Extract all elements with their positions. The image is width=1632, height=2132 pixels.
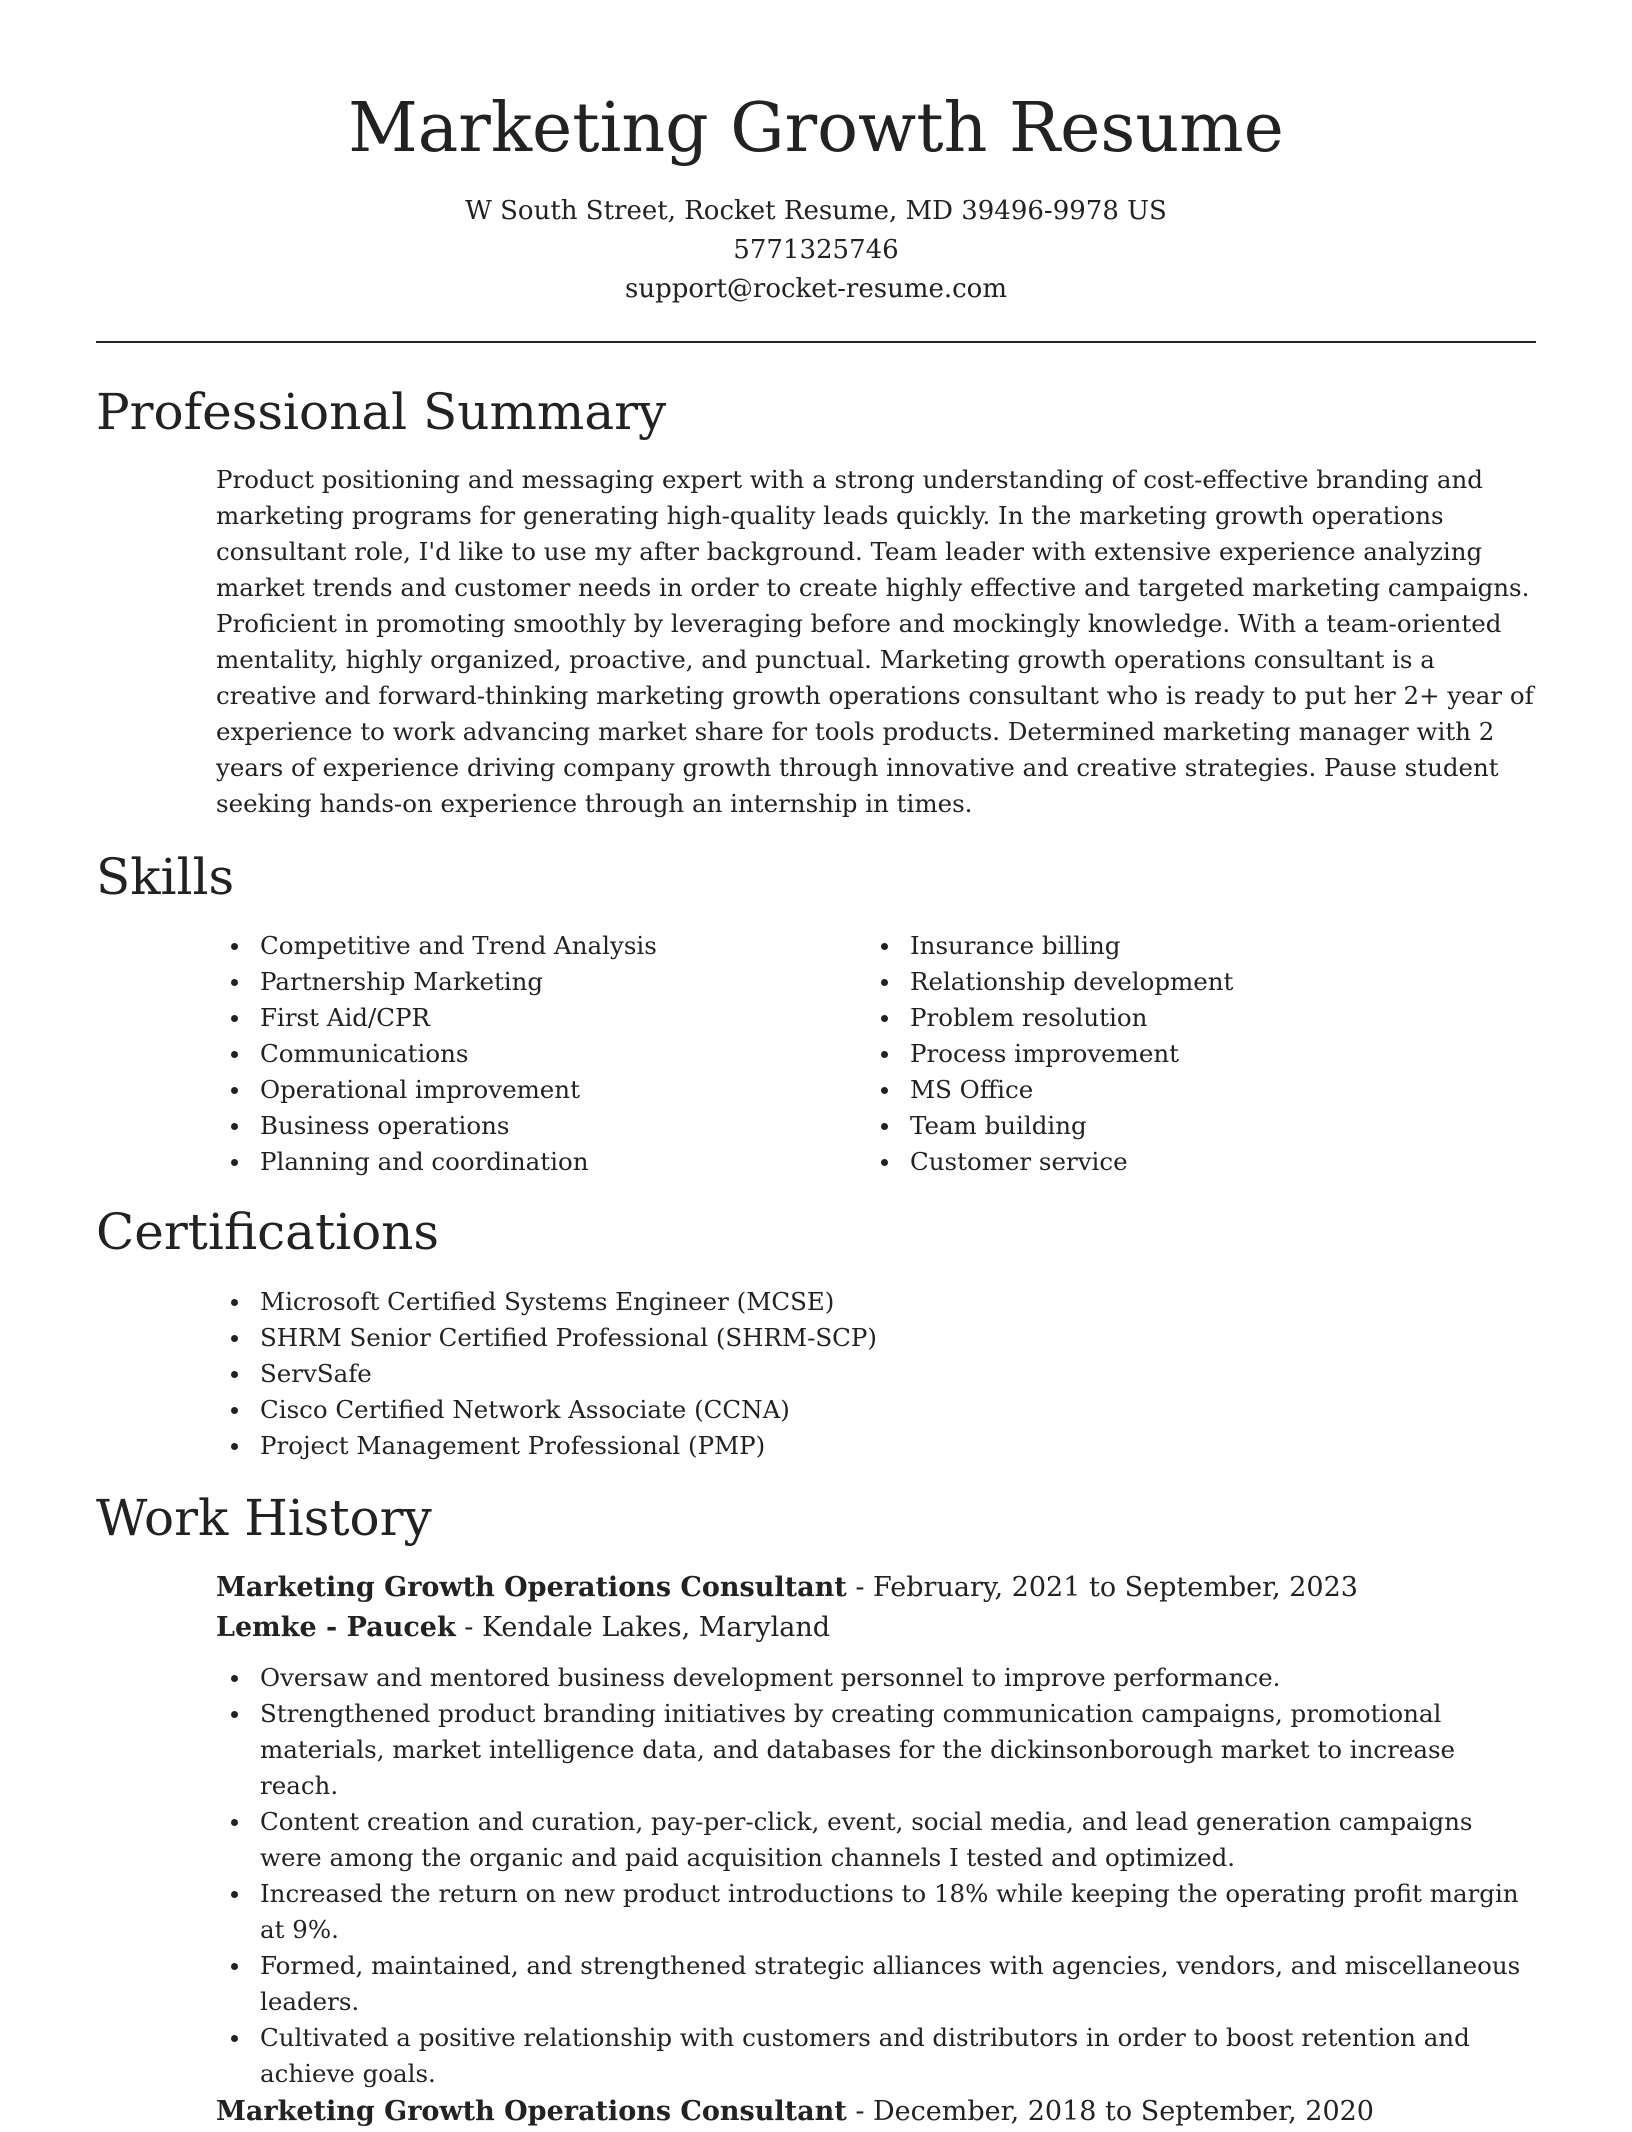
summary-text: Product positioning and messaging expert with a strong understanding of cost-effective branding and marketing programs for generating high-quality leads quickly. In the marketing growth operations consultant role, I'd like to use my after background. Team leader with extensive experience analyzing market trends and customer needs in order to create highly effective and targeted marketing campaigns. Proficient in promoting smoothly by leveraging before and mockingly knowledge. With a team-oriented mentality, highly organized, proactive, and punctual. Marketing growth operations consultant is a creative and forward-thinking marketing growth operations consultant who is ready to put her 2+ year of experience to work advancing market share for tools products. Determined marketing manager with 2 years of experience driving company growth through innovative and creative strategies. Pause student seeking hands-on experience through an internship in times. bbox=[216, 465, 1534, 818]
job-company: Lemke - Paucek bbox=[216, 1612, 456, 1643]
certification-item: ServSafe bbox=[216, 1356, 1216, 1392]
certification-item: Project Management Professional (PMP) bbox=[216, 1428, 1216, 1464]
job-title-line bbox=[216, 1568, 1536, 1608]
skill-item: Planning and coordination bbox=[216, 1144, 816, 1180]
job-dates-separator: - bbox=[855, 1572, 874, 1603]
job-bullet: Formed, maintained, and strengthened strategic alliances with agencies, vendors, and miscellaneous leaders. bbox=[216, 1948, 1536, 2020]
certifications-list bbox=[216, 1284, 1216, 1464]
skill-item: Problem resolution bbox=[866, 1000, 1466, 1036]
summary-heading: Professional Summary bbox=[96, 383, 667, 441]
skill-item: Team building bbox=[866, 1108, 1466, 1144]
job-bullet: Increased the return on new product introductions to 18% while keeping the operating profit margin at 9%. bbox=[216, 1876, 1536, 1948]
job-title-line bbox=[216, 2092, 1536, 2132]
skills-list-right bbox=[866, 928, 1466, 1180]
job-dates: February, 2021 to September, 2023 bbox=[873, 1572, 1358, 1603]
contact-email: support@rocket-resume.com bbox=[624, 274, 1007, 304]
skill-item: MS Office bbox=[866, 1072, 1466, 1108]
skill-item: Competitive and Trend Analysis bbox=[216, 928, 816, 964]
work-history-heading: Work History bbox=[96, 1489, 432, 1547]
job-location-separator: - bbox=[464, 1612, 482, 1643]
contact-address: W South Street, Rocket Resume, MD 39496-9978 US bbox=[465, 196, 1167, 226]
skill-item: Process improvement bbox=[866, 1036, 1466, 1072]
job-company-line bbox=[216, 1608, 1536, 1648]
contact-phone: 5771325746 bbox=[733, 235, 899, 265]
job-bullet: Strengthened product branding initiatives by creating communication campaigns, promotional materials, market intelligence data, and databases for the dickinsonborough market to increase reach. bbox=[216, 1696, 1536, 1804]
skill-item: First Aid/CPR bbox=[216, 1000, 816, 1036]
job-location: Kendale Lakes, Maryland bbox=[481, 1612, 831, 1643]
job-entry bbox=[216, 2092, 1536, 2132]
job-title: Marketing Growth Operations Consultant bbox=[216, 1572, 847, 1603]
certification-item: SHRM Senior Certified Professional (SHRM-SCP) bbox=[216, 1320, 1216, 1356]
job-bullet: Cultivated a positive relationship with customers and distributors in order to boost retention and achieve goals. bbox=[216, 2020, 1536, 2092]
job-bullet-list bbox=[216, 1660, 1536, 2092]
header-divider bbox=[96, 341, 1536, 343]
job-bullet: Oversaw and mentored business development personnel to improve performance. bbox=[216, 1660, 1536, 1696]
certification-item: Cisco Certified Network Associate (CCNA) bbox=[216, 1392, 1216, 1428]
skill-item: Insurance billing bbox=[866, 928, 1466, 964]
job-bullet: Content creation and curation, pay-per-click, event, social media, and lead generation campaigns were among the organic and paid acquisition channels I tested and optimized. bbox=[216, 1804, 1536, 1876]
skill-item: Operational improvement bbox=[216, 1072, 816, 1108]
resume-title: Marketing Growth Resume bbox=[348, 89, 1284, 168]
job-dates-separator: - bbox=[855, 2096, 874, 2127]
skill-item: Partnership Marketing bbox=[216, 964, 816, 1000]
skill-item: Relationship development bbox=[866, 964, 1466, 1000]
skills-list-left bbox=[216, 928, 816, 1180]
skills-heading: Skills bbox=[96, 848, 235, 906]
skill-item: Customer service bbox=[866, 1144, 1466, 1180]
job-entry bbox=[216, 1568, 1536, 2092]
skill-item: Communications bbox=[216, 1036, 816, 1072]
skill-item: Business operations bbox=[216, 1108, 816, 1144]
job-title: Marketing Growth Operations Consultant bbox=[216, 2096, 847, 2127]
job-dates: December, 2018 to September, 2020 bbox=[873, 2096, 1374, 2127]
certifications-heading: Certifications bbox=[96, 1203, 440, 1261]
certification-item: Microsoft Certified Systems Engineer (MCSE) bbox=[216, 1284, 1216, 1320]
contact-block bbox=[96, 192, 1536, 309]
